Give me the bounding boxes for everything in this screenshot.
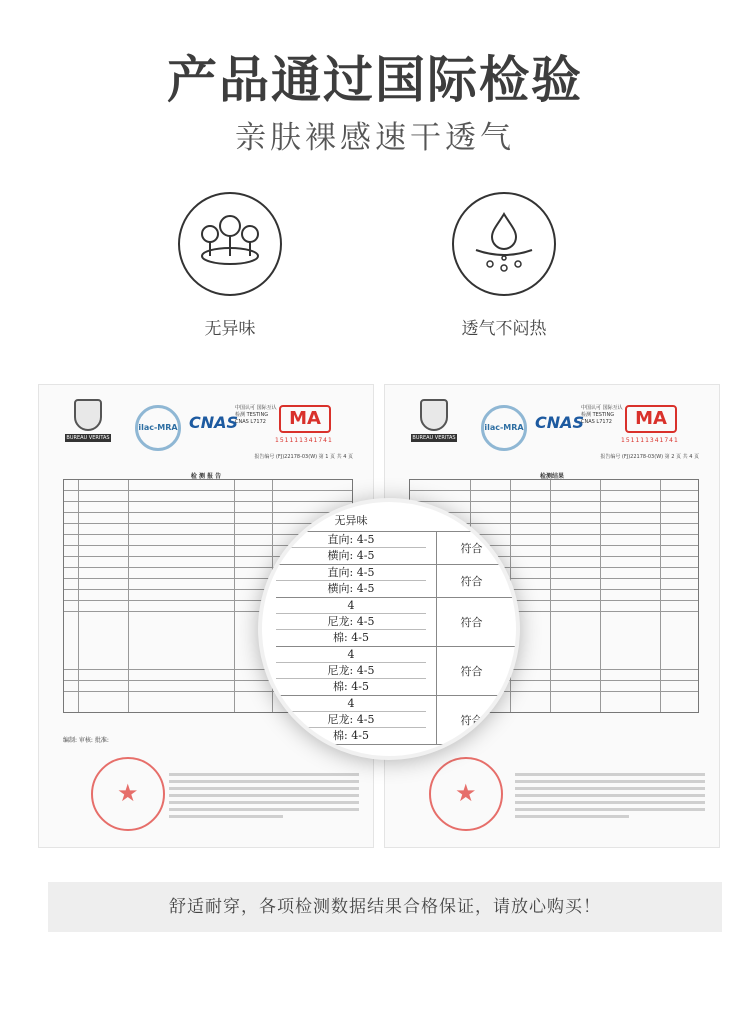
zoom-header-row [276, 510, 520, 532]
cma-logo: MA [625, 405, 677, 433]
fine-print [169, 773, 359, 822]
zoomed-results-table [276, 510, 520, 745]
report-heading: 检 测 报 告 [190, 473, 222, 480]
cma-number: 151111341741 [275, 437, 333, 444]
zoom-result: 符合 [436, 532, 506, 564]
feature-label: 透气不闷热 [461, 319, 547, 339]
cma-logo: MA [279, 405, 331, 433]
guarantee-banner: 舒适耐穿，各项检测数据结果合格保证，请放心购买！ [48, 882, 722, 932]
cnas-info: 中国认可 国际互认 检测 TESTING CNAS L7172 [581, 405, 623, 425]
report-heading: 检测结果 [539, 473, 564, 480]
page-subtitle: 亲肤裸感速干透气 [235, 120, 515, 156]
report-number: 报告编号 (FJ)22178-03(W) 第 1 页 共 4 页 [254, 454, 353, 460]
magnifier-zoom [258, 498, 520, 760]
zoom-result: 符合 [436, 598, 506, 646]
feature-no-odor [175, 192, 285, 339]
zoom-result: 符合 [436, 696, 506, 744]
zoom-row [276, 598, 520, 647]
trees-icon [178, 192, 282, 296]
cma-number: 151111341741 [621, 437, 679, 444]
zoom-value: 横向: 4-5 [327, 582, 375, 595]
signature-line: 编制: 审核: 批准: [63, 737, 109, 744]
zoom-value: 直向: 4-5 [276, 532, 426, 548]
cnas-logo: CNAS [535, 413, 585, 432]
zoom-value: 4 [276, 598, 426, 614]
zoom-value: 棉: 4-5 [333, 631, 369, 644]
zoom-value: 直向: 4-5 [276, 565, 426, 581]
zoom-row [276, 532, 520, 565]
zoom-header: 无异味 [334, 514, 368, 527]
zoom-row [276, 647, 520, 696]
report-number: 报告编号 (FJ)22178-03(W) 第 2 页 共 4 页 [600, 454, 699, 460]
red-seal-stamp: ★ [91, 757, 165, 831]
zoom-value: 横向: 4-5 [327, 549, 375, 562]
ilac-logo: ilac-MRA [481, 405, 527, 451]
zoom-result: 符合 [436, 565, 506, 597]
zoom-row [276, 696, 520, 745]
zoom-value: 尼龙: 4-5 [276, 614, 426, 630]
fine-print [515, 773, 705, 822]
red-seal-stamp: ★ [429, 757, 503, 831]
cnas-logo: CNAS [189, 413, 239, 432]
ilac-logo: ilac-MRA [135, 405, 181, 451]
certificate-logos [385, 399, 719, 459]
cnas-info: 中国认可 国际互认 检测 TESTING CNAS L7172 [235, 405, 277, 425]
certificate-logos [39, 399, 373, 459]
zoom-value: 4 [276, 647, 426, 663]
bureau-veritas-logo: BUREAU VERITAS [411, 399, 457, 457]
page-title: 产品通过国际检验 [167, 51, 583, 109]
zoom-row [276, 565, 520, 598]
feature-breathable [449, 192, 559, 339]
zoom-value: 棉: 4-5 [333, 680, 369, 693]
zoom-result: 符合 [436, 647, 506, 695]
zoom-value: 4 [276, 696, 426, 712]
water-drop-icon [452, 192, 556, 296]
zoom-value: 尼龙: 4-5 [276, 663, 426, 679]
zoom-value: 棉: 4-5 [333, 729, 369, 742]
zoom-value: 尼龙: 4-5 [276, 712, 426, 728]
feature-label: 无异味 [204, 319, 256, 339]
bureau-veritas-logo: BUREAU VERITAS [65, 399, 111, 457]
